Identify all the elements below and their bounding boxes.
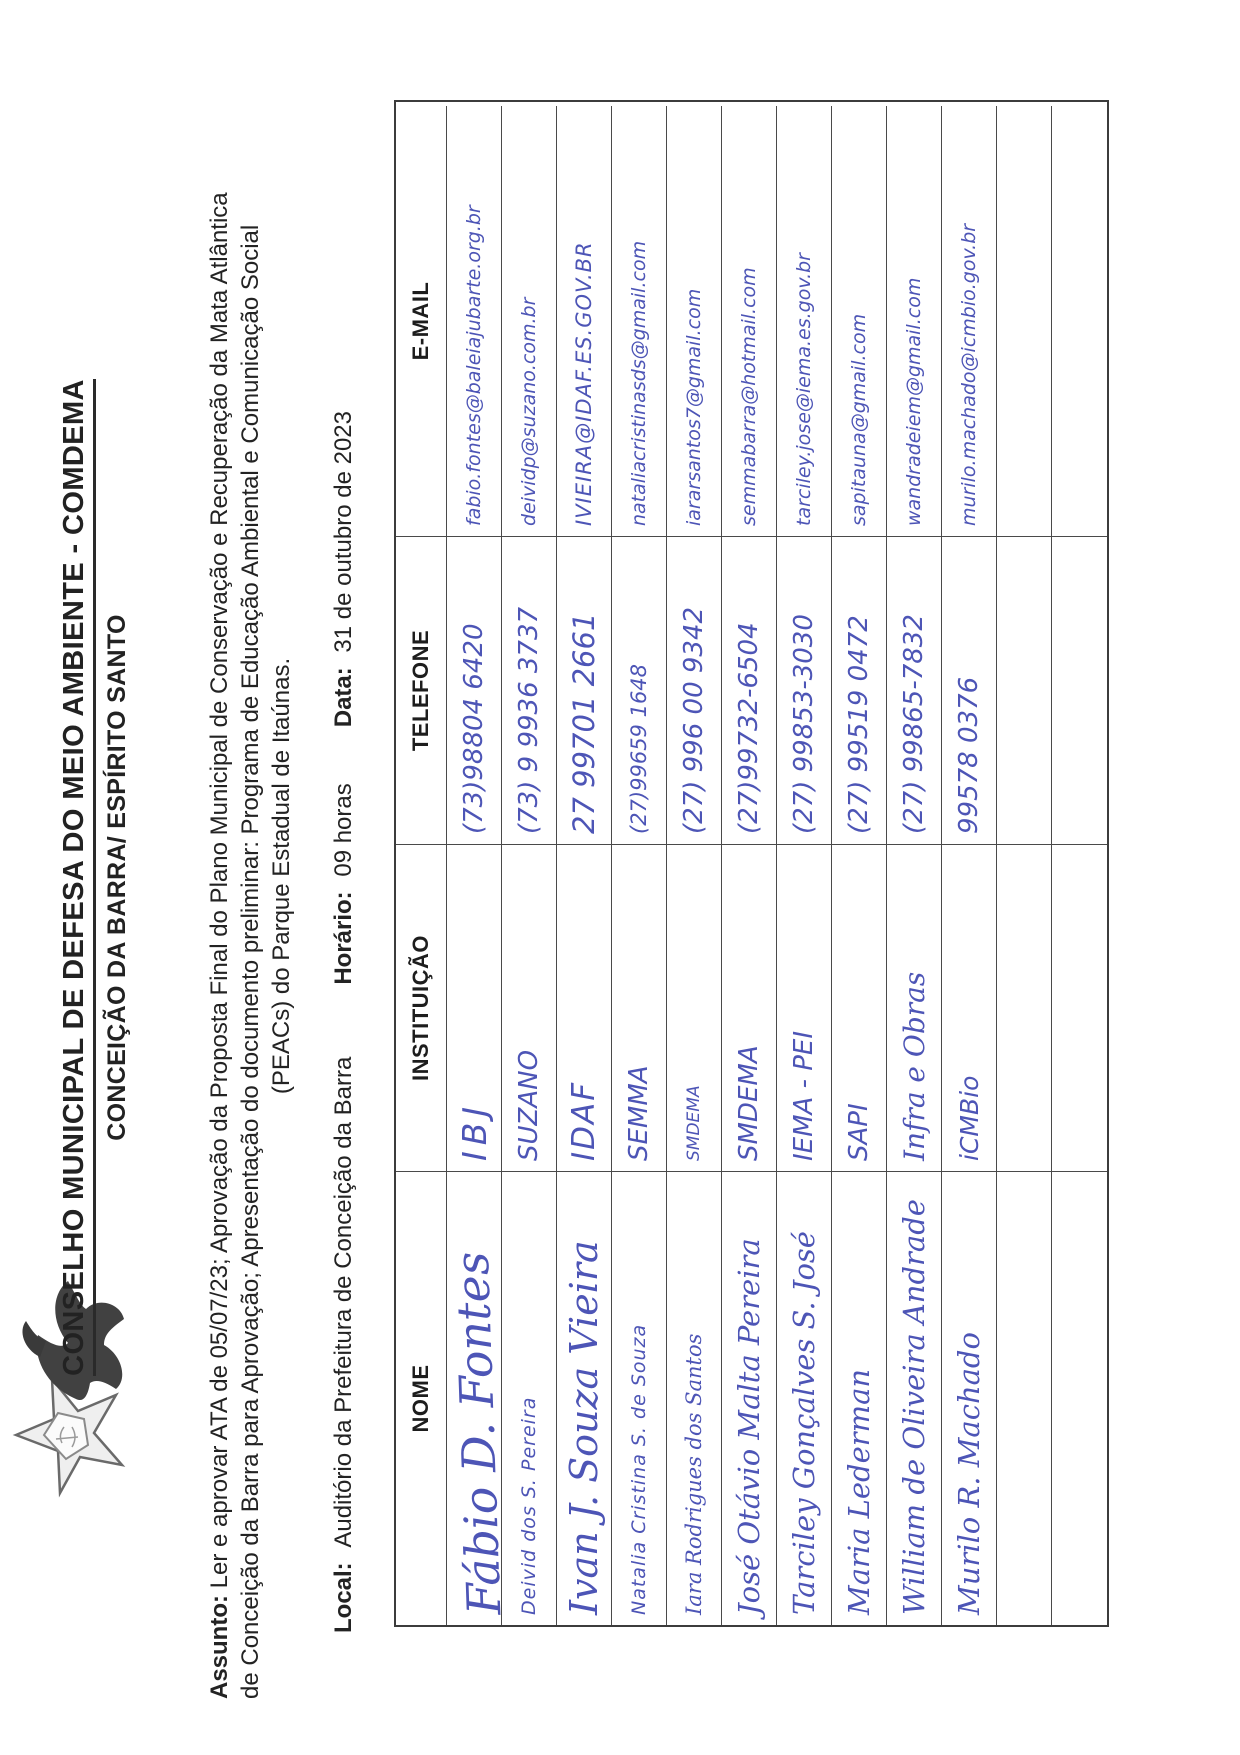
handwritten-email: murilo.machado@icmbio.gov.br bbox=[958, 223, 980, 526]
table-row bbox=[612, 102, 667, 1625]
cell-telefone bbox=[777, 536, 832, 844]
date-value: 31 de outubro de 2023 bbox=[330, 411, 357, 653]
handwritten-instituicao: SUZANO bbox=[514, 1049, 544, 1161]
table-row bbox=[667, 102, 722, 1625]
cell-instituicao bbox=[777, 844, 832, 1171]
table-row bbox=[832, 102, 887, 1625]
cell-email bbox=[777, 106, 832, 536]
handwritten-telefone: (27)99659 1648 bbox=[627, 663, 651, 834]
handwritten-email: semmabarra@hotmail.com bbox=[738, 267, 760, 526]
cell-instituicao bbox=[1052, 844, 1107, 1171]
cell-instituicao bbox=[997, 844, 1052, 1171]
table-row bbox=[722, 102, 777, 1625]
subject-paragraph bbox=[204, 53, 297, 1699]
handwritten-email: IVIEIRA@IDAF.ES.GOV.BR bbox=[572, 241, 596, 526]
cell-email bbox=[832, 106, 887, 536]
cell-telefone bbox=[447, 536, 502, 844]
time-value: 09 horas bbox=[330, 783, 357, 877]
cell-email bbox=[447, 106, 502, 536]
date-label: Data: bbox=[330, 667, 357, 728]
table-row bbox=[887, 102, 942, 1625]
table-row bbox=[502, 102, 557, 1625]
document-header bbox=[58, 0, 132, 1755]
table-row bbox=[777, 102, 832, 1625]
cell-nome bbox=[832, 1171, 887, 1625]
cell-telefone bbox=[667, 536, 722, 844]
council-title: CONSELHO MUNICIPAL DE DEFESA DO MEIO AMBIENTE - COMDEMA bbox=[58, 379, 96, 1376]
handwritten-instituicao: SMDEMA bbox=[684, 1085, 704, 1161]
handwritten-nome: Natalia Cristina S. de Souza bbox=[628, 1323, 650, 1615]
handwritten-nome: José Otávio Malta Pereira bbox=[732, 1238, 766, 1615]
attendance-table bbox=[394, 100, 1109, 1627]
handwritten-instituicao: IDAF bbox=[566, 1080, 602, 1161]
handwritten-nome: Iara Rodrigues dos Santos bbox=[682, 1333, 706, 1615]
cell-telefone bbox=[557, 536, 612, 844]
handwritten-nome: Murilo R. Machado bbox=[952, 1332, 986, 1615]
cell-instituicao bbox=[722, 844, 777, 1171]
table-row bbox=[557, 102, 612, 1625]
meeting-time bbox=[330, 783, 358, 984]
cell-nome bbox=[444, 1171, 512, 1625]
cell-nome bbox=[942, 1171, 997, 1625]
handwritten-email: deividp@suzano.com.br bbox=[518, 297, 540, 526]
cell-instituicao bbox=[612, 844, 667, 1171]
handwritten-email: nataliacristinasds@gmail.com bbox=[628, 240, 650, 526]
cell-nome bbox=[887, 1171, 942, 1625]
meeting-info-line bbox=[330, 73, 358, 1633]
handwritten-email: iararsantos7@gmail.com bbox=[683, 288, 705, 526]
handwritten-nome: Tarciley Gonçalves S. José bbox=[787, 1231, 821, 1615]
meeting-date bbox=[330, 411, 358, 727]
cell-nome bbox=[722, 1171, 777, 1625]
subject-line-1: Assunto: Ler e aprovar ATA de 05/07/23; Aprovação da Proposta Final do Plano Municipal de Conservação e Recuperação da Mata Atlântica bbox=[206, 192, 233, 1699]
column-header: NOME bbox=[396, 1171, 447, 1625]
handwritten-telefone: (73)98804 6420 bbox=[459, 623, 489, 834]
handwritten-instituicao: SAPI bbox=[844, 1103, 874, 1161]
cell-email bbox=[612, 106, 667, 536]
table-row bbox=[997, 102, 1052, 1625]
subject-label: Assunto: bbox=[206, 1595, 233, 1699]
cell-email bbox=[887, 106, 942, 536]
handwritten-telefone: (27) 996 00 9342 bbox=[679, 606, 709, 834]
table-body bbox=[444, 102, 1107, 1625]
local-value: Auditório da Prefeitura de Conceição da Barra bbox=[330, 1056, 357, 1548]
cell-nome bbox=[777, 1171, 832, 1625]
cell-email bbox=[997, 106, 1052, 536]
cell-telefone bbox=[942, 536, 997, 844]
handwritten-instituicao: SMDEMA bbox=[734, 1045, 764, 1161]
municipality-subtitle: CONCEIÇÃO DA BARRA/ ESPÍRITO SANTO bbox=[103, 614, 131, 1141]
cell-email bbox=[722, 106, 777, 536]
handwritten-nome: Ivan J. Souza Vieira bbox=[562, 1240, 606, 1615]
meeting-local bbox=[330, 1057, 358, 1633]
cell-email bbox=[942, 106, 997, 536]
handwritten-instituicao: IBJ bbox=[454, 1100, 494, 1161]
table-header-row bbox=[396, 102, 447, 1625]
handwritten-telefone: (27) 99853-3030 bbox=[789, 614, 819, 834]
handwritten-telefone: 99578 0376 bbox=[954, 676, 984, 834]
cell-nome bbox=[612, 1171, 667, 1625]
handwritten-telefone: (27) 99865-7832 bbox=[899, 614, 929, 834]
cell-telefone bbox=[997, 536, 1052, 844]
subject-line-3: (PEACs) do Parque Estadual de Itaúnas. bbox=[268, 657, 295, 1095]
table-row bbox=[444, 102, 512, 1625]
cell-instituicao bbox=[667, 844, 722, 1171]
handwritten-telefone: (27) 99519 0472 bbox=[844, 615, 874, 834]
handwritten-instituicao: iCMBio bbox=[954, 1075, 984, 1161]
cell-instituicao bbox=[502, 844, 557, 1171]
handwritten-email: sapitauna@gmail.com bbox=[848, 313, 870, 526]
cell-email bbox=[557, 106, 612, 536]
handwritten-telefone: (73) 9 9936 3737 bbox=[514, 606, 544, 834]
time-label: Horário: bbox=[330, 891, 357, 985]
cell-telefone bbox=[1052, 536, 1107, 844]
column-header: TELEFONE bbox=[396, 536, 447, 844]
handwritten-email: wandradeiem@gmail.com bbox=[903, 277, 925, 526]
handwritten-nome: Maria Lederman bbox=[842, 1368, 876, 1615]
handwritten-nome: William de Oliveira Andrade bbox=[897, 1199, 931, 1615]
handwritten-instituicao: IEMA - PEI bbox=[789, 1031, 819, 1161]
cell-instituicao bbox=[832, 844, 887, 1171]
handwritten-telefone: 27 99701 2661 bbox=[567, 612, 601, 834]
handwritten-telefone: (27)99732-6504 bbox=[734, 622, 764, 834]
table-row bbox=[1052, 102, 1107, 1625]
cell-nome bbox=[997, 1171, 1052, 1625]
cell-nome bbox=[502, 1171, 557, 1625]
cell-telefone bbox=[832, 536, 887, 844]
handwritten-instituicao: Infra e Obras bbox=[897, 971, 931, 1161]
handwritten-instituicao: SEMMA bbox=[624, 1065, 654, 1161]
cell-instituicao bbox=[447, 844, 502, 1171]
cell-nome bbox=[667, 1171, 722, 1625]
cell-instituicao bbox=[942, 844, 997, 1171]
column-header: INSTITUIÇÃO bbox=[396, 844, 447, 1171]
cell-email bbox=[1052, 106, 1107, 536]
cell-nome bbox=[557, 1171, 612, 1625]
table-row bbox=[942, 102, 997, 1625]
handwritten-email: tarciley.jose@iema.es.gov.br bbox=[793, 253, 815, 526]
handwritten-email: fabio.fontes@baleiajubarte.org.br bbox=[463, 205, 485, 526]
cell-telefone bbox=[502, 536, 557, 844]
handwritten-nome: Fábio D. Fontes bbox=[444, 1250, 512, 1616]
cell-email bbox=[502, 106, 557, 536]
subject-line-2: de Conceição da Barra para Aprovação; Apresentação do documento preliminar: Programa de Educação Ambiental e Comunicação Social bbox=[237, 224, 264, 1699]
cell-telefone bbox=[887, 536, 942, 844]
cell-instituicao bbox=[557, 844, 612, 1171]
cell-nome bbox=[1052, 1171, 1107, 1625]
column-header: E-MAIL bbox=[396, 106, 447, 536]
cell-telefone bbox=[722, 536, 777, 844]
cell-instituicao bbox=[887, 844, 942, 1171]
handwritten-nome: Deivid dos S. Pereira bbox=[518, 1396, 540, 1615]
cell-telefone bbox=[612, 536, 667, 844]
cell-email bbox=[667, 106, 722, 536]
local-label: Local: bbox=[330, 1562, 357, 1633]
